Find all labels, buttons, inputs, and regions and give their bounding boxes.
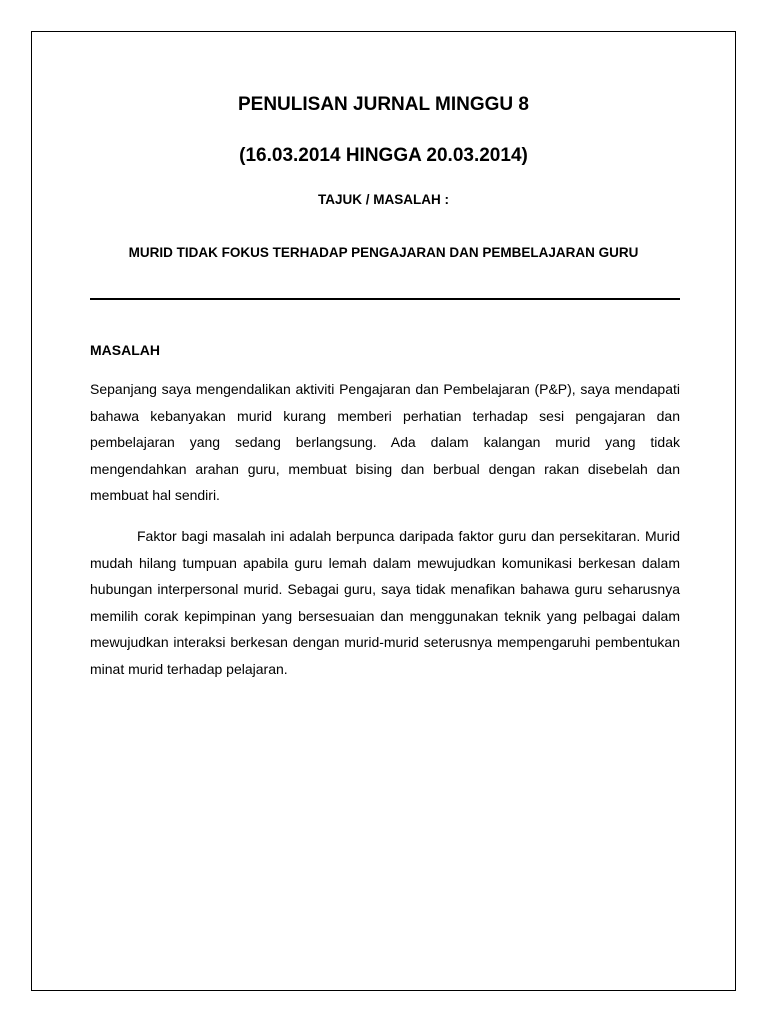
document-title: PENULISAN JURNAL MINGGU 8 xyxy=(237,94,529,115)
document-page xyxy=(31,31,736,991)
topic-label: TAJUK / MASALAH : xyxy=(318,192,449,207)
document-date-range: (16.03.2014 HINGGA 20.03.2014) xyxy=(239,145,528,166)
horizontal-divider xyxy=(90,298,680,300)
section-heading: MASALAH xyxy=(90,342,160,358)
paragraph-2: Faktor bagi masalah ini adalah berpunca daripada faktor guru dan persekitaran. Murid mudah hilang tumpuan apabila guru lemah dalam mewujudkan komunikasi berkesan dalam hubungan interpersonal murid. Sebagai guru, saya tidak menafikan bahawa guru seharusnya memilih corak kepimpinan yang bersesuaian dan menggunakan teknik yang pelbagai dalam mewujudkan interaksi berkesan dengan murid-murid seterusnya mempengaruhi pembentukan minat murid terhadap pelajaran. xyxy=(90,528,680,677)
paragraph-1: Sepanjang saya mengendalikan aktiviti Pengajaran dan Pembelajaran (P&P), saya mendapati bahawa kebanyakan murid kurang memberi perhatian terhadap sesi pengajaran dan pembelajaran yang sedang berlangsung. Ada dalam kalangan murid yang tidak mengendahkan arahan guru, membuat bising dan berbual dengan rakan disebelah dan membuat hal sendiri. xyxy=(90,381,680,503)
topic-text: MURID TIDAK FOKUS TERHADAP PENGAJARAN DAN PEMBELAJARAN GURU xyxy=(128,245,639,260)
